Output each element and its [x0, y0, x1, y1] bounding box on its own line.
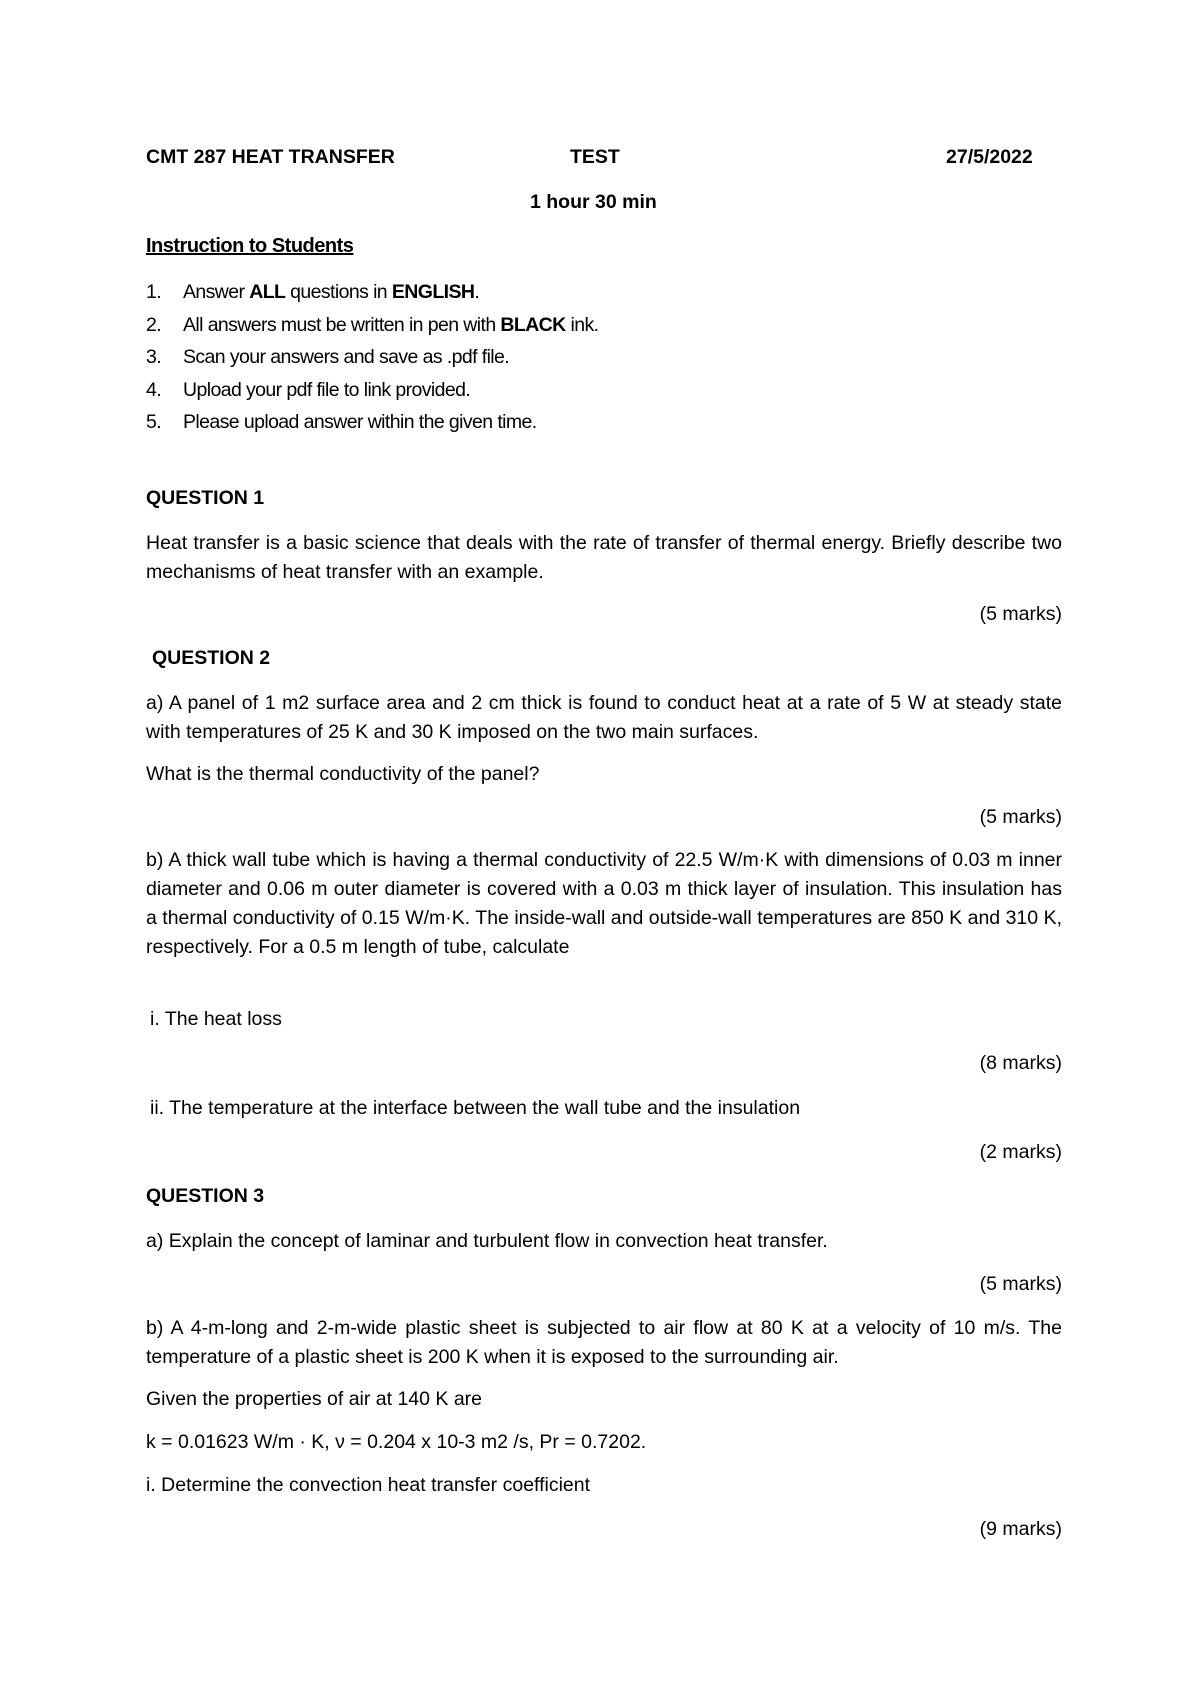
instruction-item: 2. All answers must be written in pen with BLACK ink.	[146, 313, 599, 336]
question-2b-text: b) A thick wall tube which is having a thermal conductivity of 22.5 W/m·K with dimensions of 0.03 m inner diameter and 0.06 m outer diameter is covered with a 0.03 m thick layer of insulation. This insulation has a thermal conductivity of 0.15 W/m·K. The inside-wall and outside-wall temperatures are 850 K and 310 K, respectively. For a 0.5 m length of tube, calculate	[146, 849, 1062, 958]
instruction-item: 5. Please upload answer within the given time.	[146, 411, 537, 433]
question-2b-ii: ii. The temperature at the interface between the wall tube and the insulation	[150, 1097, 801, 1119]
question-3b-i-marks: (9 marks)	[979, 1518, 1062, 1540]
test-date: 27/5/2022	[946, 146, 1033, 168]
question-2b-i-marks: (8 marks)	[979, 1052, 1062, 1074]
question-2b-i: i. The heat loss	[150, 1008, 282, 1030]
test-label: TEST	[570, 146, 620, 168]
question-3b-properties: k = 0.01623 W/m · K, ν = 0.204 x 10-3 m2 /s, Pr = 0.7202.	[146, 1431, 647, 1453]
question-2a-text: a) A panel of 1 m2 surface area and 2 cm thick is found to conduct heat at a rate of 5 W at steady state with temperatures of 25 K and 30 K imposed on the two main surfaces.	[146, 692, 1062, 743]
question-1-title: QUESTION 1	[146, 487, 265, 509]
test-duration: 1 hour 30 min	[530, 191, 657, 213]
instructions-list	[146, 276, 598, 439]
instruction-item: 1. Answer ALL questions in ENGLISH.	[146, 281, 480, 303]
question-2a-marks: (5 marks)	[979, 806, 1062, 828]
course-title: CMT 287 HEAT TRANSFER	[146, 146, 395, 168]
question-3a-text: a) Explain the concept of laminar and turbulent flow in convection heat transfer.	[146, 1230, 828, 1252]
instruction-item: 3. Scan your answers and save as .pdf file.	[146, 346, 510, 368]
question-1-marks: (5 marks)	[979, 603, 1062, 625]
question-3-title: QUESTION 3	[146, 1185, 265, 1207]
instruction-item: 4. Upload your pdf file to link provided.	[146, 378, 471, 401]
question-3b-text: b) A 4-m-long and 2-m-wide plastic sheet is subjected to air flow at 80 K at a velocity of 10 m/s. The temperature of a plastic sheet is 200 K when it is exposed to the surrounding air.	[146, 1317, 1062, 1368]
question-2a-question: What is the thermal conductivity of the panel?	[146, 763, 540, 785]
question-3a-marks: (5 marks)	[979, 1273, 1062, 1295]
question-1-text: Heat transfer is a basic science that deals with the rate of transfer of thermal energy. Briefly describe two mechanisms of heat transfer with an example.	[146, 532, 1062, 583]
question-3b-given: Given the properties of air at 140 K are	[146, 1388, 483, 1410]
instructions-title: Instruction to Students	[146, 235, 354, 257]
question-2b-ii-marks: (2 marks)	[979, 1141, 1062, 1163]
question-3b-i: i. Determine the convection heat transfer coefficient	[146, 1474, 591, 1496]
question-2-title: QUESTION 2	[152, 647, 271, 669]
